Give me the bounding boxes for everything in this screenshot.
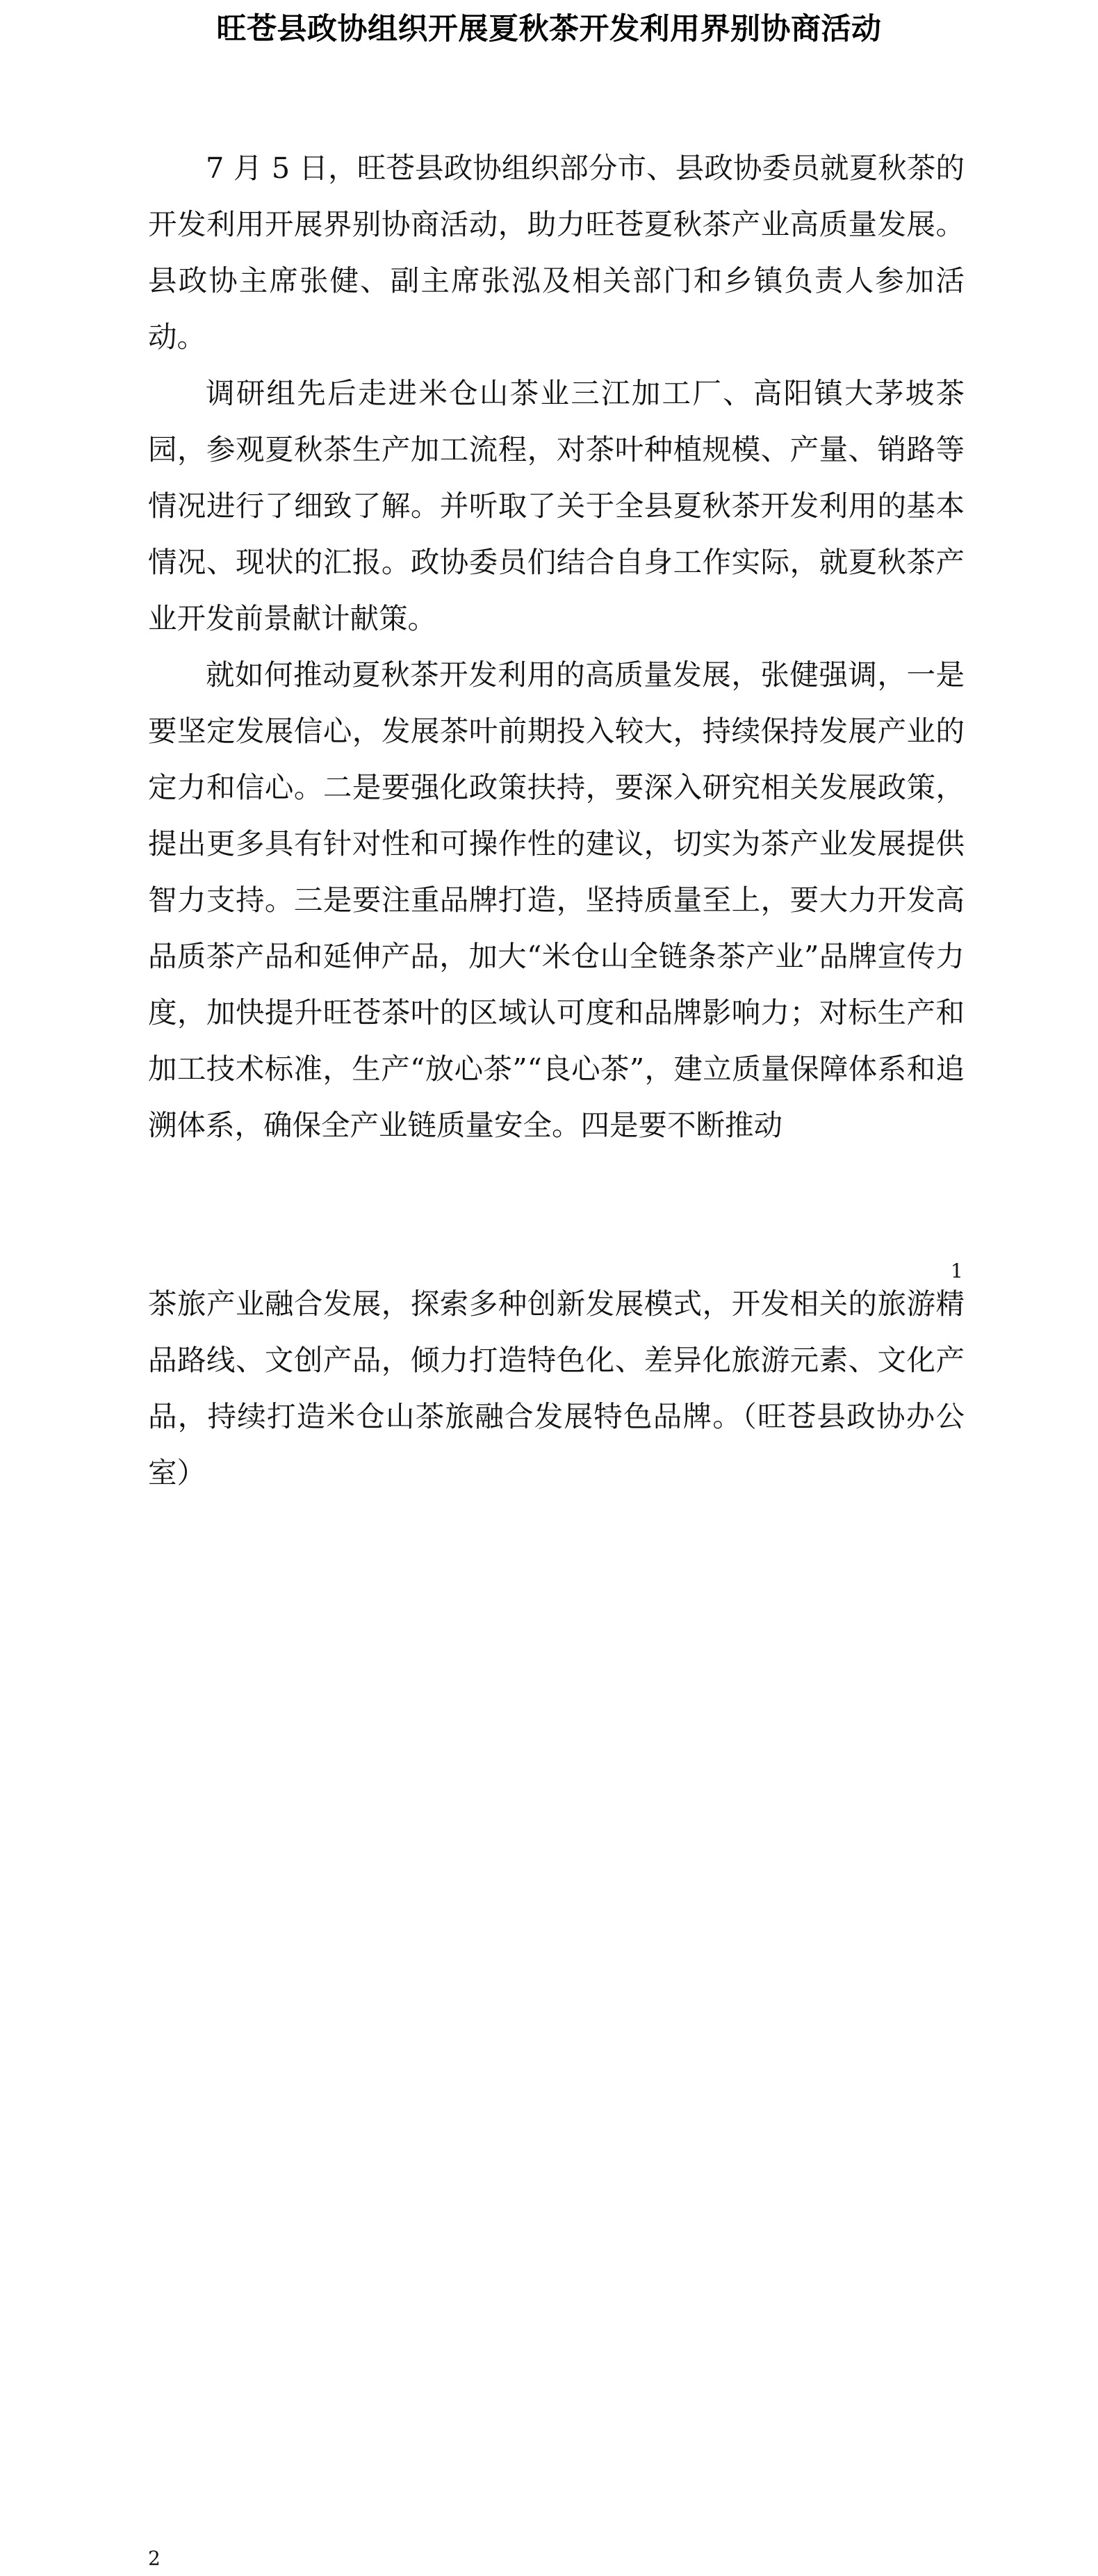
paragraph-1: 7 月 5 日，旺苍县政协组织部分市、县政协委员就夏秋茶的开发利用开展界别协商活动，助力旺苍夏秋茶产业高质量发展。县政协主席张健、副主席张泓及相关部门和乡镇负责人参加活动。	[148, 151, 965, 354]
page-number-1: 1	[951, 1260, 963, 1282]
paragraph-3-continued: 茶旅产业融合发展，探索多种创新发展模式，开发相关的旅游精品路线、文创产品，倾力打造特色化、差异化旅游元素、文化产品，持续打造米仓山茶旅融合发展特色品牌。（旺苍县政协办公室）	[148, 1287, 965, 1490]
document-title: 旺苍县政协组织开展夏秋茶开发利用界别协商活动	[216, 12, 882, 47]
page-1-body	[148, 140, 965, 1153]
paragraph-3: 就如何推动夏秋茶开发利用的高质量发展，张健强调，一是要坚定发展信心，发展茶叶前期投入较大，持续保持发展产业的定力和信心。二是要强化政策扶持，要深入研究相关发展政策，提出更多具有针对性和可操作性的建议，切实为茶产业发展提供智力支持。三是要注重品牌打造，坚持质量至上，要大力开发高品质茶产品和延伸产品，加大“米仓山全链条茶产业”品牌宣传力度，加快提升旺苍茶叶的区域认可度和品牌影响力；对标生产和加工技术标准，生产“放心茶”“良心茶”，建立质量保障体系和追溯体系，确保全产业链质量安全。四是要不断推动	[148, 658, 965, 1142]
page-2-body	[148, 1275, 965, 1501]
paragraph-2: 调研组先后走进米仓山茶业三江加工厂、高阳镇大茅坡茶园，参观夏秋茶生产加工流程，对茶叶种植规模、产量、销路等情况进行了细致了解。并听取了关于全县夏秋茶开发利用的基本情况、现状的汇报。政协委员们结合自身工作实际，就夏秋茶产业开发前景献计献策。	[148, 376, 965, 635]
page-number-2: 2	[148, 2547, 161, 2570]
